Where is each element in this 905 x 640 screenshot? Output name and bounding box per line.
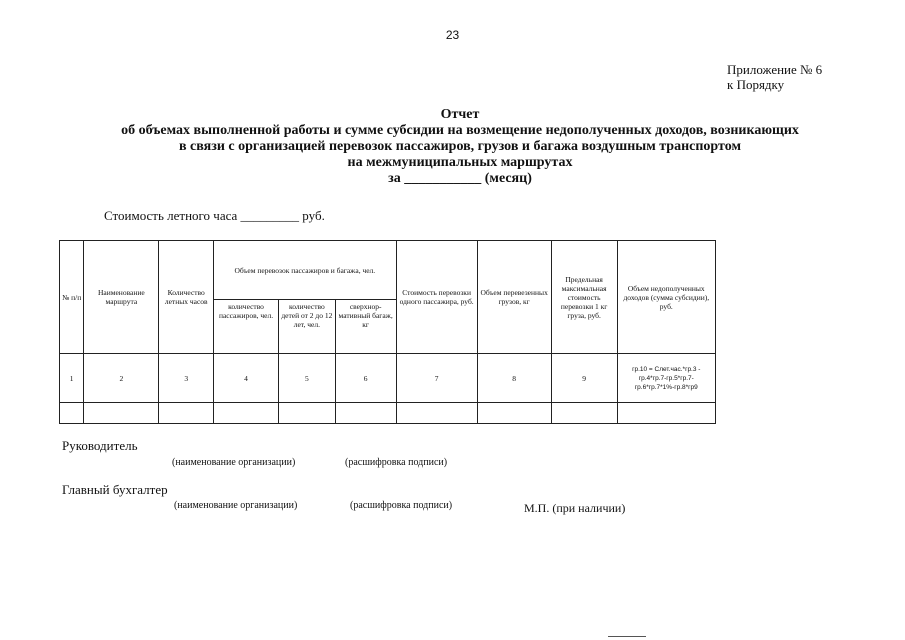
empty-cell (477, 403, 551, 424)
accountant-label: Главный бухгалтер (62, 482, 168, 497)
report-title (60, 107, 860, 187)
appendix-line-2: к Порядку (727, 77, 785, 92)
subsidy-formula: гр.10 = Слет.час.*гр.3 - гр.4*гр.7-гр.5*гр.7-гр.6*гр.7*1%-гр.8*гр9 (617, 354, 715, 403)
flight-hour-cost-line: Стоимость летного часа _________ руб. (104, 208, 325, 223)
director-org-hint: (наименование организации) (172, 457, 296, 468)
header-ticket-cost: Стоимость перевозки одного пассажира, руб. (396, 241, 477, 354)
column-number: 7 (396, 354, 477, 403)
header-children: количество детей от 2 до 12 лет, чел. (278, 300, 335, 354)
header-max-cargo-cost: Предельная максимальная стоимость перевозки 1 кг груза, руб. (551, 241, 617, 354)
scan-mark (608, 636, 646, 637)
director-signature-hint: (расшифровка подписи) (345, 457, 448, 468)
header-route: Наименование маршрута (84, 241, 159, 354)
accountant-org-hint: (наименование организации) (174, 500, 298, 511)
empty-cell (214, 403, 279, 424)
report-table (59, 240, 716, 424)
title-line-2: об объемах выполненной работы и сумме субсидии на возмещение недополученных доходов, возникающих (121, 123, 799, 138)
empty-cell (278, 403, 335, 424)
header-lost-income: Объем недополученных доходов (сумма субсидии), руб. (617, 241, 715, 354)
header-passengers: количество пассажиров, чел. (214, 300, 279, 354)
header-hours: Количество летных часов (159, 241, 214, 354)
director-label: Руководитель (62, 438, 138, 453)
column-number: 1 (60, 354, 84, 403)
empty-cell (84, 403, 159, 424)
empty-cell (335, 403, 396, 424)
page-number: 23 (445, 28, 460, 42)
title-line-4: на межмуниципальных маршрутах (347, 155, 573, 170)
title-line-1: Отчет (440, 107, 480, 122)
header-baggage: сверхнор-мативный багаж, кг (335, 300, 396, 354)
title-line-3: в связи с организацией перевозок пассажиров, грузов и багажа воздушным транспортом (179, 139, 741, 154)
appendix-line-1: Приложение № 6 (727, 62, 823, 77)
empty-data-row (60, 403, 716, 424)
column-number: 5 (278, 354, 335, 403)
column-number: 4 (214, 354, 279, 403)
column-number: 3 (159, 354, 214, 403)
appendix-note (727, 62, 822, 92)
empty-cell (396, 403, 477, 424)
column-number: 9 (551, 354, 617, 403)
column-number: 8 (477, 354, 551, 403)
empty-cell (551, 403, 617, 424)
stamp-label: М.П. (при наличии) (524, 501, 626, 515)
title-line-5: за ___________ (месяц) (388, 171, 532, 186)
column-number: 6 (335, 354, 396, 403)
header-cargo-volume: Объем перевезенных грузов, кг (477, 241, 551, 354)
column-number: 2 (84, 354, 159, 403)
empty-cell (159, 403, 214, 424)
accountant-signature-hint: (расшифровка подписи) (350, 500, 453, 511)
header-num: № п/п (60, 241, 84, 354)
empty-cell (617, 403, 715, 424)
header-volume: Объем перевозок пассажиров и багажа, чел. (214, 241, 396, 300)
empty-cell (60, 403, 84, 424)
